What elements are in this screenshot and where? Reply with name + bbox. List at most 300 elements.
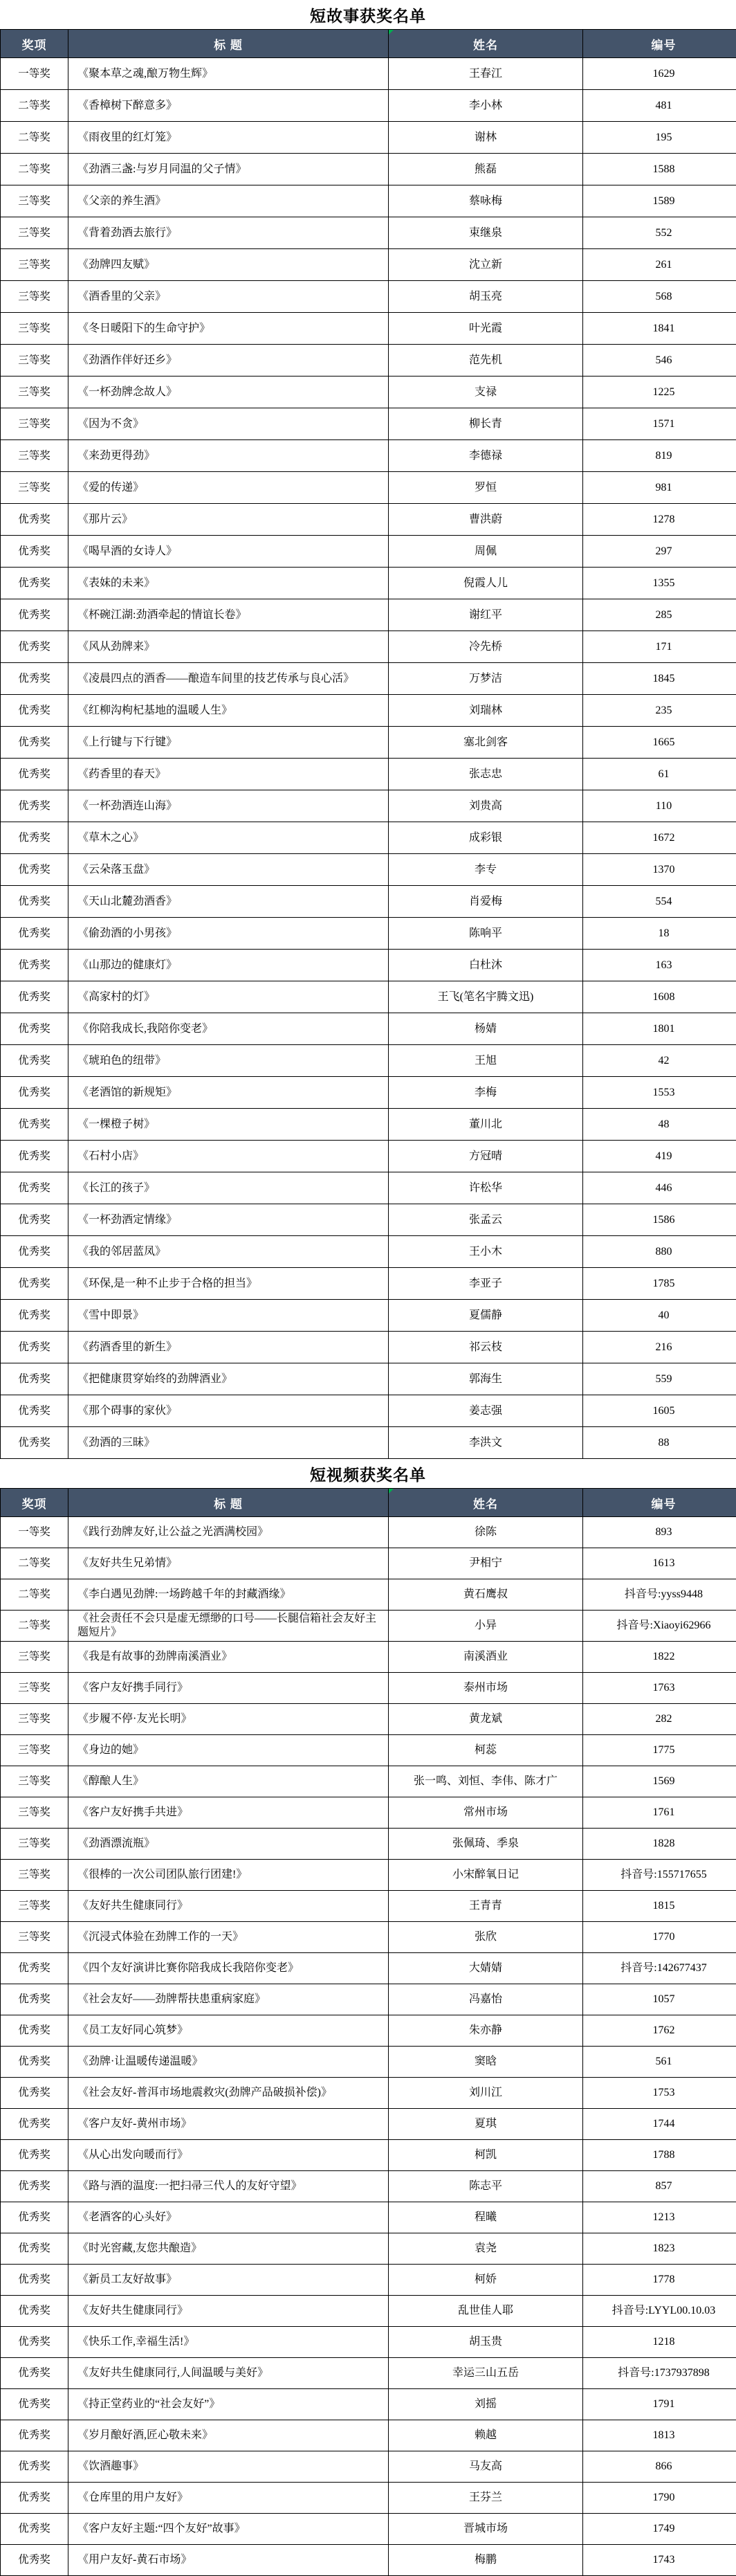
award-cell: 三等奖 (1, 345, 68, 377)
table-row (1, 2171, 736, 2202)
table-row (1, 2451, 736, 2483)
name-cell: 黄石鹰叔 (389, 1579, 583, 1611)
code-cell: 40 (583, 1300, 736, 1332)
column-header: 标 题 (68, 30, 389, 58)
code-cell: 1213 (583, 2202, 736, 2233)
table-row (1, 1045, 736, 1077)
code-cell: 554 (583, 886, 736, 918)
award-cell: 三等奖 (1, 1673, 68, 1704)
name-cell: 万梦洁 (389, 663, 583, 695)
table-row (1, 1735, 736, 1766)
title-cell: 《你陪我成长,我陪你变老》 (68, 1013, 389, 1045)
award-cell: 优秀奖 (1, 2202, 68, 2233)
table-row (1, 377, 736, 408)
award-cell: 三等奖 (1, 408, 68, 440)
name-cell: 许松华 (389, 1172, 583, 1204)
award-cell: 优秀奖 (1, 2545, 68, 2576)
code-cell: 1057 (583, 1984, 736, 2015)
code-cell: 866 (583, 2451, 736, 2483)
code-cell: 561 (583, 2047, 736, 2078)
title-cell: 《杯碗江湖:劲酒牵起的情谊长卷》 (68, 599, 389, 631)
table-row (1, 536, 736, 568)
title-cell: 《客户友好-黄州市场》 (68, 2109, 389, 2140)
column-header: 奖项 (1, 30, 68, 58)
code-cell: 235 (583, 695, 736, 727)
award-cell: 优秀奖 (1, 1363, 68, 1395)
title-cell: 《上行键与下行键》 (68, 727, 389, 759)
title-cell: 《冬日暖阳下的生命守护》 (68, 313, 389, 345)
table-row (1, 1332, 736, 1363)
name-cell: 小异 (389, 1611, 583, 1642)
code-cell: 1778 (583, 2265, 736, 2296)
title-cell: 《来劲更得劲》 (68, 440, 389, 472)
name-cell: 乱世佳人耶 (389, 2296, 583, 2327)
code-cell: 1761 (583, 1797, 736, 1829)
award-cell: 优秀奖 (1, 2296, 68, 2327)
name-cell: 成彩银 (389, 822, 583, 854)
name-cell: 柯蕊 (389, 1735, 583, 1766)
table-row (1, 1829, 736, 1860)
award-cell: 二等奖 (1, 154, 68, 185)
title-cell: 《一杯劲牌念故人》 (68, 377, 389, 408)
award-cell: 一等奖 (1, 58, 68, 90)
award-cell: 二等奖 (1, 90, 68, 122)
name-cell: 黄龙斌 (389, 1704, 583, 1735)
table-row (1, 950, 736, 981)
name-cell: 王小木 (389, 1236, 583, 1268)
award-cell: 优秀奖 (1, 2327, 68, 2358)
title-cell: 《那个碍事的家伙》 (68, 1395, 389, 1427)
title-cell: 《仓库里的用户友好》 (68, 2483, 389, 2514)
award-cell: 优秀奖 (1, 2451, 68, 2483)
award-cell: 优秀奖 (1, 536, 68, 568)
award-cell: 优秀奖 (1, 1077, 68, 1109)
table-row (1, 281, 736, 313)
name-cell: 尹相宁 (389, 1548, 583, 1579)
award-cell: 三等奖 (1, 217, 68, 249)
code-cell: 抖音号:Xiaoyi62966 (583, 1611, 736, 1642)
award-cell: 优秀奖 (1, 2358, 68, 2389)
code-cell: 48 (583, 1109, 736, 1141)
award-cell: 二等奖 (1, 1611, 68, 1642)
award-cell: 三等奖 (1, 249, 68, 281)
name-cell: 张欣 (389, 1922, 583, 1953)
code-cell: 61 (583, 759, 736, 790)
award-cell: 三等奖 (1, 185, 68, 217)
table-row (1, 2265, 736, 2296)
table-row (1, 2420, 736, 2451)
title-cell: 《老酒客的心头好》 (68, 2202, 389, 2233)
code-cell: 1744 (583, 2109, 736, 2140)
table-row (1, 122, 736, 154)
name-cell: 郭海生 (389, 1363, 583, 1395)
title-cell: 《客户友好携手同行》 (68, 1673, 389, 1704)
name-cell: 张志忠 (389, 759, 583, 790)
code-cell: 1571 (583, 408, 736, 440)
code-cell: 1785 (583, 1268, 736, 1300)
award-cell: 三等奖 (1, 1642, 68, 1673)
award-cell: 二等奖 (1, 1579, 68, 1611)
code-cell: 1355 (583, 568, 736, 599)
title-cell: 《因为不贪》 (68, 408, 389, 440)
column-header: 姓名 (389, 1489, 583, 1517)
code-cell: 1588 (583, 154, 736, 185)
code-cell: 42 (583, 1045, 736, 1077)
code-cell: 880 (583, 1236, 736, 1268)
table-row (1, 918, 736, 950)
code-cell: 1763 (583, 1673, 736, 1704)
title-cell: 《我是有故事的劲牌南溪酒业》 (68, 1642, 389, 1673)
code-cell: 282 (583, 1704, 736, 1735)
table-row (1, 1141, 736, 1172)
code-cell: 1828 (583, 1829, 736, 1860)
table-row (1, 249, 736, 281)
name-cell: 熊磊 (389, 154, 583, 185)
table-body (1, 58, 736, 1459)
table-row (1, 345, 736, 377)
code-cell: 568 (583, 281, 736, 313)
title-cell: 《云朵落玉盘》 (68, 854, 389, 886)
header-row (1, 30, 736, 58)
code-cell: 1225 (583, 377, 736, 408)
award-cell: 优秀奖 (1, 1172, 68, 1204)
code-cell: 1815 (583, 1891, 736, 1922)
name-cell: 张孟云 (389, 1204, 583, 1236)
name-cell: 谢红平 (389, 599, 583, 631)
award-cell: 优秀奖 (1, 1013, 68, 1045)
table-row (1, 440, 736, 472)
name-cell: 董川北 (389, 1109, 583, 1141)
code-cell: 559 (583, 1363, 736, 1395)
title-cell: 《路与酒的温度:一把扫帚三代人的友好守望》 (68, 2171, 389, 2202)
award-cell: 三等奖 (1, 440, 68, 472)
title-cell: 《劲牌四友赋》 (68, 249, 389, 281)
table-row (1, 2327, 736, 2358)
title-cell: 《从心出发向暖而行》 (68, 2140, 389, 2171)
code-cell: 1278 (583, 504, 736, 536)
award-cell: 三等奖 (1, 1922, 68, 1953)
table-row (1, 1172, 736, 1204)
name-cell: 方冠晴 (389, 1141, 583, 1172)
name-cell: 南溪酒业 (389, 1642, 583, 1673)
table-row (1, 472, 736, 504)
name-cell: 肖爱梅 (389, 886, 583, 918)
column-header: 奖项 (1, 1489, 68, 1517)
award-cell: 三等奖 (1, 1766, 68, 1797)
title-cell: 《偷劲酒的小男孩》 (68, 918, 389, 950)
name-cell: 李梅 (389, 1077, 583, 1109)
title-cell: 《劲酒三盏:与岁月同温的父子情》 (68, 154, 389, 185)
award-cell: 优秀奖 (1, 504, 68, 536)
title-cell: 《劲牌·让温暖传递温暖》 (68, 2047, 389, 2078)
name-cell: 徐陈 (389, 1517, 583, 1548)
name-cell: 李小林 (389, 90, 583, 122)
award-cell: 三等奖 (1, 377, 68, 408)
name-cell: 晋城市场 (389, 2514, 583, 2545)
table-row (1, 2202, 736, 2233)
table-row (1, 185, 736, 217)
code-cell: 1589 (583, 185, 736, 217)
name-cell: 幸运三山五岳 (389, 2358, 583, 2389)
code-cell: 1770 (583, 1922, 736, 1953)
table-row (1, 2483, 736, 2514)
table-row (1, 1860, 736, 1891)
code-cell: 981 (583, 472, 736, 504)
title-cell: 《劲酒作伴好还乡》 (68, 345, 389, 377)
name-cell: 冯嘉怡 (389, 1984, 583, 2015)
award-cell: 优秀奖 (1, 1236, 68, 1268)
title-cell: 《持正堂药业的“社会友好”》 (68, 2389, 389, 2420)
title-cell: 《聚本草之魂,酿万物生辉》 (68, 58, 389, 90)
award-cell: 优秀奖 (1, 1984, 68, 2015)
title-cell: 《药香里的春天》 (68, 759, 389, 790)
code-cell: 1790 (583, 2483, 736, 2514)
title-cell: 《一杯劲酒连山海》 (68, 790, 389, 822)
award-cell: 优秀奖 (1, 1427, 68, 1459)
table-row (1, 1891, 736, 1922)
title-cell: 《药酒香里的新生》 (68, 1332, 389, 1363)
name-cell: 支禄 (389, 377, 583, 408)
title-cell: 《把健康贯穿始终的劲牌酒业》 (68, 1363, 389, 1395)
table-row (1, 568, 736, 599)
title-cell: 《我的邻居蓝凤》 (68, 1236, 389, 1268)
title-cell: 《雪中即景》 (68, 1300, 389, 1332)
title-cell: 《爱的传递》 (68, 472, 389, 504)
title-cell: 《员工友好同心筑梦》 (68, 2015, 389, 2047)
code-cell: 1586 (583, 1204, 736, 1236)
table-row (1, 2233, 736, 2265)
name-cell: 大婧婧 (389, 1953, 583, 1984)
award-cell: 三等奖 (1, 1735, 68, 1766)
code-cell: 171 (583, 631, 736, 663)
title-cell: 《香樟树下醉意多》 (68, 90, 389, 122)
code-cell: 1672 (583, 822, 736, 854)
code-cell: 抖音号:1737937898 (583, 2358, 736, 2389)
title-cell: 《友好共生健康同行》 (68, 2296, 389, 2327)
name-cell: 冷先桥 (389, 631, 583, 663)
table-title: 短视频获奖名单 (0, 1459, 736, 1488)
title-cell: 《四个友好演讲比赛你陪我成长我陪你变老》 (68, 1953, 389, 1984)
name-cell: 小宋醉氧日记 (389, 1860, 583, 1891)
code-cell: 1608 (583, 981, 736, 1013)
award-cell: 优秀奖 (1, 1332, 68, 1363)
code-cell: 893 (583, 1517, 736, 1548)
title-cell: 《劲酒的三昧》 (68, 1427, 389, 1459)
award-cell: 三等奖 (1, 1891, 68, 1922)
name-cell: 罗恒 (389, 472, 583, 504)
award-cell: 优秀奖 (1, 599, 68, 631)
title-cell: 《饮酒趣事》 (68, 2451, 389, 2483)
code-cell: 1813 (583, 2420, 736, 2451)
table-row (1, 1300, 736, 1332)
code-cell: 110 (583, 790, 736, 822)
code-cell: 抖音号:142677437 (583, 1953, 736, 1984)
name-cell: 马友高 (389, 2451, 583, 2483)
award-cell: 优秀奖 (1, 1953, 68, 1984)
title-cell: 《身边的她》 (68, 1735, 389, 1766)
code-cell: 1775 (583, 1735, 736, 1766)
code-cell: 1791 (583, 2389, 736, 2420)
name-cell: 曹洪蔚 (389, 504, 583, 536)
name-cell: 朱亦静 (389, 2015, 583, 2047)
name-cell: 王青青 (389, 1891, 583, 1922)
table-row (1, 1395, 736, 1427)
name-cell: 柯娇 (389, 2265, 583, 2296)
name-cell: 张佩琦、季泉 (389, 1829, 583, 1860)
award-cell: 优秀奖 (1, 2514, 68, 2545)
title-cell: 《客户友好携手共进》 (68, 1797, 389, 1829)
table-row (1, 2109, 736, 2140)
table-row (1, 1427, 736, 1459)
table-row (1, 1579, 736, 1611)
award-cell: 优秀奖 (1, 2233, 68, 2265)
code-cell: 1605 (583, 1395, 736, 1427)
table-row (1, 727, 736, 759)
award-cell: 三等奖 (1, 1829, 68, 1860)
code-cell: 552 (583, 217, 736, 249)
table-row (1, 58, 736, 90)
table-row (1, 1204, 736, 1236)
name-cell: 叶光霞 (389, 313, 583, 345)
table-row (1, 2140, 736, 2171)
code-cell: 1762 (583, 2015, 736, 2047)
name-cell: 祁云枝 (389, 1332, 583, 1363)
table-row (1, 1077, 736, 1109)
code-cell: 195 (583, 122, 736, 154)
title-cell: 《社会责任不会只是虚无缥缈的口号——长腿信箱社会友好主题短片》 (68, 1611, 389, 1642)
name-cell: 王飞(笔名宇腾文迅) (389, 981, 583, 1013)
code-cell: 1749 (583, 2514, 736, 2545)
award-cell: 优秀奖 (1, 950, 68, 981)
award-cell: 三等奖 (1, 472, 68, 504)
name-cell: 王芬兰 (389, 2483, 583, 2514)
name-cell: 姜志强 (389, 1395, 583, 1427)
table-row (1, 1984, 736, 2015)
cell-corner-flag-icon (389, 1489, 394, 1494)
award-cell: 优秀奖 (1, 663, 68, 695)
award-cell: 三等奖 (1, 1860, 68, 1891)
code-cell: 481 (583, 90, 736, 122)
title-cell: 《雨夜里的红灯笼》 (68, 122, 389, 154)
title-cell: 《客户友好主题:“四个友好”故事》 (68, 2514, 389, 2545)
code-cell: 285 (583, 599, 736, 631)
award-cell: 优秀奖 (1, 2389, 68, 2420)
table-title: 短故事获奖名单 (0, 0, 736, 29)
award-cell: 二等奖 (1, 122, 68, 154)
award-cell: 优秀奖 (1, 918, 68, 950)
title-cell: 《老酒馆的新规矩》 (68, 1077, 389, 1109)
name-cell: 刘贵高 (389, 790, 583, 822)
name-cell: 塞北剑客 (389, 727, 583, 759)
title-cell: 《时光窖藏,友您共酿造》 (68, 2233, 389, 2265)
award-cell: 优秀奖 (1, 568, 68, 599)
name-cell: 范先机 (389, 345, 583, 377)
code-cell: 抖音号:yyss9448 (583, 1579, 736, 1611)
code-cell: 1841 (583, 313, 736, 345)
name-cell: 夏儒静 (389, 1300, 583, 1332)
table-row (1, 886, 736, 918)
title-cell: 《新员工友好故事》 (68, 2265, 389, 2296)
award-cell: 二等奖 (1, 1548, 68, 1579)
code-cell: 1218 (583, 2327, 736, 2358)
code-cell: 1370 (583, 854, 736, 886)
name-cell: 李洪文 (389, 1427, 583, 1459)
name-cell: 胡玉贵 (389, 2327, 583, 2358)
code-cell: 1743 (583, 2545, 736, 2576)
award-cell: 优秀奖 (1, 2047, 68, 2078)
table-row (1, 663, 736, 695)
table-row (1, 1236, 736, 1268)
award-cell: 三等奖 (1, 1797, 68, 1829)
name-cell: 程曦 (389, 2202, 583, 2233)
name-cell: 刘瑞林 (389, 695, 583, 727)
award-cell: 优秀奖 (1, 2483, 68, 2514)
name-cell: 夏琪 (389, 2109, 583, 2140)
title-cell: 《醇酿人生》 (68, 1766, 389, 1797)
title-cell: 《表妹的未来》 (68, 568, 389, 599)
table-row (1, 1268, 736, 1300)
table-row (1, 408, 736, 440)
name-cell: 王旭 (389, 1045, 583, 1077)
table-row (1, 854, 736, 886)
name-cell: 陈志平 (389, 2171, 583, 2202)
table-row (1, 90, 736, 122)
table-row (1, 1797, 736, 1829)
column-header: 姓名 (389, 30, 583, 58)
title-cell: 《那片云》 (68, 504, 389, 536)
code-cell: 1801 (583, 1013, 736, 1045)
column-header: 标 题 (68, 1489, 389, 1517)
award-cell: 优秀奖 (1, 2265, 68, 2296)
code-cell: 419 (583, 1141, 736, 1172)
title-cell: 《快乐工作,幸福生活!》 (68, 2327, 389, 2358)
code-cell: 1629 (583, 58, 736, 90)
title-cell: 《喝早酒的女诗人》 (68, 536, 389, 568)
name-cell: 刘川江 (389, 2078, 583, 2109)
table-row (1, 1922, 736, 1953)
title-cell: 《一杯劲酒定情缘》 (68, 1204, 389, 1236)
table-row (1, 1766, 736, 1797)
award-cell: 优秀奖 (1, 1395, 68, 1427)
title-cell: 《石村小店》 (68, 1141, 389, 1172)
name-cell: 王春江 (389, 58, 583, 90)
award-cell: 优秀奖 (1, 631, 68, 663)
title-cell: 《步履不停·友光长明》 (68, 1704, 389, 1735)
name-cell: 柯凯 (389, 2140, 583, 2171)
award-cell: 优秀奖 (1, 822, 68, 854)
code-cell: 819 (583, 440, 736, 472)
code-cell: 297 (583, 536, 736, 568)
name-cell: 刘摇 (389, 2389, 583, 2420)
table-row (1, 1363, 736, 1395)
table-row (1, 154, 736, 185)
title-cell: 《草木之心》 (68, 822, 389, 854)
table-row (1, 1704, 736, 1735)
award-cell: 优秀奖 (1, 2140, 68, 2171)
table-row (1, 981, 736, 1013)
title-cell: 《岁月酿好酒,匠心敬未来》 (68, 2420, 389, 2451)
title-cell: 《友好共生健康同行,人间温暖与美好》 (68, 2358, 389, 2389)
table-row (1, 1013, 736, 1045)
title-cell: 《红柳沟枸杞基地的温暖人生》 (68, 695, 389, 727)
award-table-section (0, 1459, 736, 2576)
table-body (1, 1517, 736, 2576)
award-cell: 优秀奖 (1, 2420, 68, 2451)
name-cell: 柳长青 (389, 408, 583, 440)
name-cell: 胡玉亮 (389, 281, 583, 313)
table-row (1, 2545, 736, 2576)
code-cell: 446 (583, 1172, 736, 1204)
